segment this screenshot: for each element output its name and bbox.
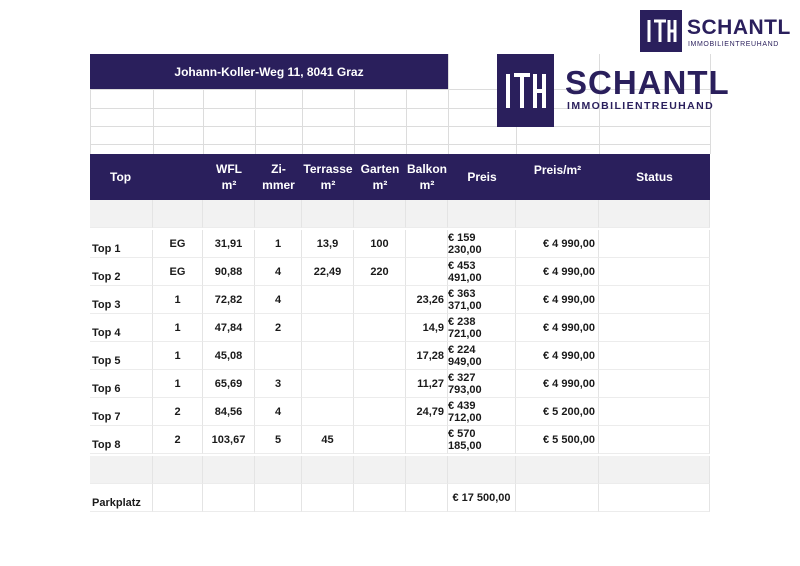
cell-status (599, 426, 710, 454)
cell-top (90, 456, 153, 484)
cell-price-per-sqm: € 5 500,00 (516, 426, 599, 454)
header-garden: Garten m² (360, 162, 400, 192)
cell-status (599, 314, 710, 342)
cell-top: Top 1 (90, 230, 153, 258)
cell-garden (354, 314, 406, 342)
cell-price: € 238 721,00 (448, 314, 516, 342)
table-header (90, 154, 710, 200)
cell-garden (354, 398, 406, 426)
cell-rooms: 2 (255, 314, 302, 342)
cell-price: € 439 712,00 (448, 398, 516, 426)
cell-price-per-sqm: € 5 200,00 (516, 398, 599, 426)
cell-floor: 1 (153, 286, 203, 314)
cell-wfl (203, 484, 255, 512)
cell-terrace (302, 286, 354, 314)
header-status: Status (636, 170, 673, 184)
cell-floor: 1 (153, 370, 203, 398)
cell-garden (354, 484, 406, 512)
price-table (90, 200, 710, 512)
cell-price-per-sqm: € 4 990,00 (516, 230, 599, 258)
cell-balcony (406, 426, 448, 454)
cell-wfl (203, 200, 255, 228)
header-top: Top (110, 170, 132, 184)
cell-wfl: 84,56 (203, 398, 255, 426)
cell-rooms (255, 484, 302, 512)
cell-wfl: 72,82 (203, 286, 255, 314)
cell-rooms: 1 (255, 230, 302, 258)
cell-terrace (302, 456, 354, 484)
table-row (90, 200, 710, 228)
cell-price: € 363 371,00 (448, 286, 516, 314)
cell-price (448, 200, 516, 228)
cell-terrace: 45 (302, 426, 354, 454)
cell-price-per-sqm: € 4 990,00 (516, 258, 599, 286)
cell-floor (153, 484, 203, 512)
cell-top: Top 8 (90, 426, 153, 454)
cell-rooms: 5 (255, 426, 302, 454)
cell-terrace (302, 370, 354, 398)
cell-balcony: 11,27 (406, 370, 448, 398)
ith-monogram-icon (640, 10, 682, 52)
cell-rooms (255, 342, 302, 370)
cell-wfl: 47,84 (203, 314, 255, 342)
cell-balcony (406, 230, 448, 258)
cell-status (599, 370, 710, 398)
cell-terrace (302, 484, 354, 512)
cell-balcony (406, 484, 448, 512)
cell-status (599, 456, 710, 484)
cell-status (599, 286, 710, 314)
cell-top (90, 200, 153, 228)
cell-price: € 17 500,00 (448, 484, 516, 512)
cell-terrace (302, 200, 354, 228)
cell-floor: EG (153, 230, 203, 258)
cell-wfl: 90,88 (203, 258, 255, 286)
cell-price-per-sqm (516, 456, 599, 484)
cell-price-per-sqm (516, 200, 599, 228)
cell-status (599, 230, 710, 258)
cell-garden (354, 342, 406, 370)
cell-status (599, 342, 710, 370)
table-row (90, 426, 710, 454)
cell-price: € 327 793,00 (448, 370, 516, 398)
table-row (90, 258, 710, 286)
cell-balcony (406, 200, 448, 228)
cell-price (448, 456, 516, 484)
cell-top: Top 6 (90, 370, 153, 398)
logo-brand-text: SCHANTL (565, 64, 730, 101)
cell-floor: 1 (153, 314, 203, 342)
cell-status (599, 484, 710, 512)
cell-price: € 159 230,00 (448, 230, 516, 258)
cell-top: Parkplatz (90, 484, 153, 512)
cell-balcony: 17,28 (406, 342, 448, 370)
cell-top: Top 4 (90, 314, 153, 342)
cell-wfl (203, 456, 255, 484)
header-terrace: Terrasse m² (303, 162, 353, 192)
header-floor (153, 154, 203, 200)
cell-wfl: 45,08 (203, 342, 255, 370)
cell-floor (153, 200, 203, 228)
cell-rooms (255, 200, 302, 228)
logo-large (497, 54, 730, 127)
cell-price-per-sqm: € 4 990,00 (516, 286, 599, 314)
ith-monogram-icon (497, 54, 554, 127)
cell-price: € 570 185,00 (448, 426, 516, 454)
cell-status (599, 258, 710, 286)
logo-sub-text: IMMOBILIENTREUHAND (567, 100, 715, 112)
cell-price: € 224 949,00 (448, 342, 516, 370)
table-row (90, 456, 710, 484)
cell-terrace (302, 314, 354, 342)
header-price: Preis (467, 170, 497, 184)
cell-rooms: 3 (255, 370, 302, 398)
table-row (90, 342, 710, 370)
cell-garden (354, 200, 406, 228)
table-row (90, 230, 710, 258)
address-banner: Johann-Koller-Weg 11, 8041 Graz (90, 54, 448, 89)
cell-balcony (406, 456, 448, 484)
cell-balcony: 24,79 (406, 398, 448, 426)
cell-garden (354, 370, 406, 398)
cell-balcony (406, 258, 448, 286)
cell-terrace (302, 342, 354, 370)
logo-sub-text: IMMOBILIENTREUHAND (688, 41, 779, 48)
cell-price-per-sqm (516, 484, 599, 512)
cell-price-per-sqm: € 4 990,00 (516, 314, 599, 342)
cell-price-per-sqm: € 4 990,00 (516, 370, 599, 398)
cell-balcony: 23,26 (406, 286, 448, 314)
cell-status (599, 200, 710, 228)
cell-garden (354, 456, 406, 484)
cell-floor: 2 (153, 426, 203, 454)
cell-terrace (302, 398, 354, 426)
table-row (90, 370, 710, 398)
cell-top: Top 2 (90, 258, 153, 286)
cell-terrace: 22,49 (302, 258, 354, 286)
cell-rooms: 4 (255, 398, 302, 426)
header-wfl: WFL m² (216, 162, 242, 192)
cell-floor (153, 456, 203, 484)
cell-top: Top 7 (90, 398, 153, 426)
cell-garden (354, 286, 406, 314)
table-row (90, 314, 710, 342)
cell-garden: 100 (354, 230, 406, 258)
cell-wfl: 31,91 (203, 230, 255, 258)
cell-price-per-sqm: € 4 990,00 (516, 342, 599, 370)
cell-rooms (255, 456, 302, 484)
cell-floor: 2 (153, 398, 203, 426)
cell-garden (354, 426, 406, 454)
cell-balcony: 14,9 (406, 314, 448, 342)
logo-small (640, 10, 792, 52)
header-price-per-sqm: Preis/m² (533, 163, 582, 177)
cell-terrace: 13,9 (302, 230, 354, 258)
cell-rooms: 4 (255, 258, 302, 286)
cell-rooms: 4 (255, 286, 302, 314)
cell-top: Top 5 (90, 342, 153, 370)
header-rooms: Zi- mmer (262, 162, 295, 192)
cell-status (599, 398, 710, 426)
logo-brand-text: SCHANTL (687, 16, 791, 39)
header-balcony: Balkon m² (406, 162, 447, 192)
cell-floor: 1 (153, 342, 203, 370)
cell-wfl: 103,67 (203, 426, 255, 454)
cell-price: € 453 491,00 (448, 258, 516, 286)
table-row (90, 398, 710, 426)
table-row (90, 484, 710, 512)
cell-garden: 220 (354, 258, 406, 286)
cell-wfl: 65,69 (203, 370, 255, 398)
cell-floor: EG (153, 258, 203, 286)
table-row (90, 286, 710, 314)
cell-top: Top 3 (90, 286, 153, 314)
